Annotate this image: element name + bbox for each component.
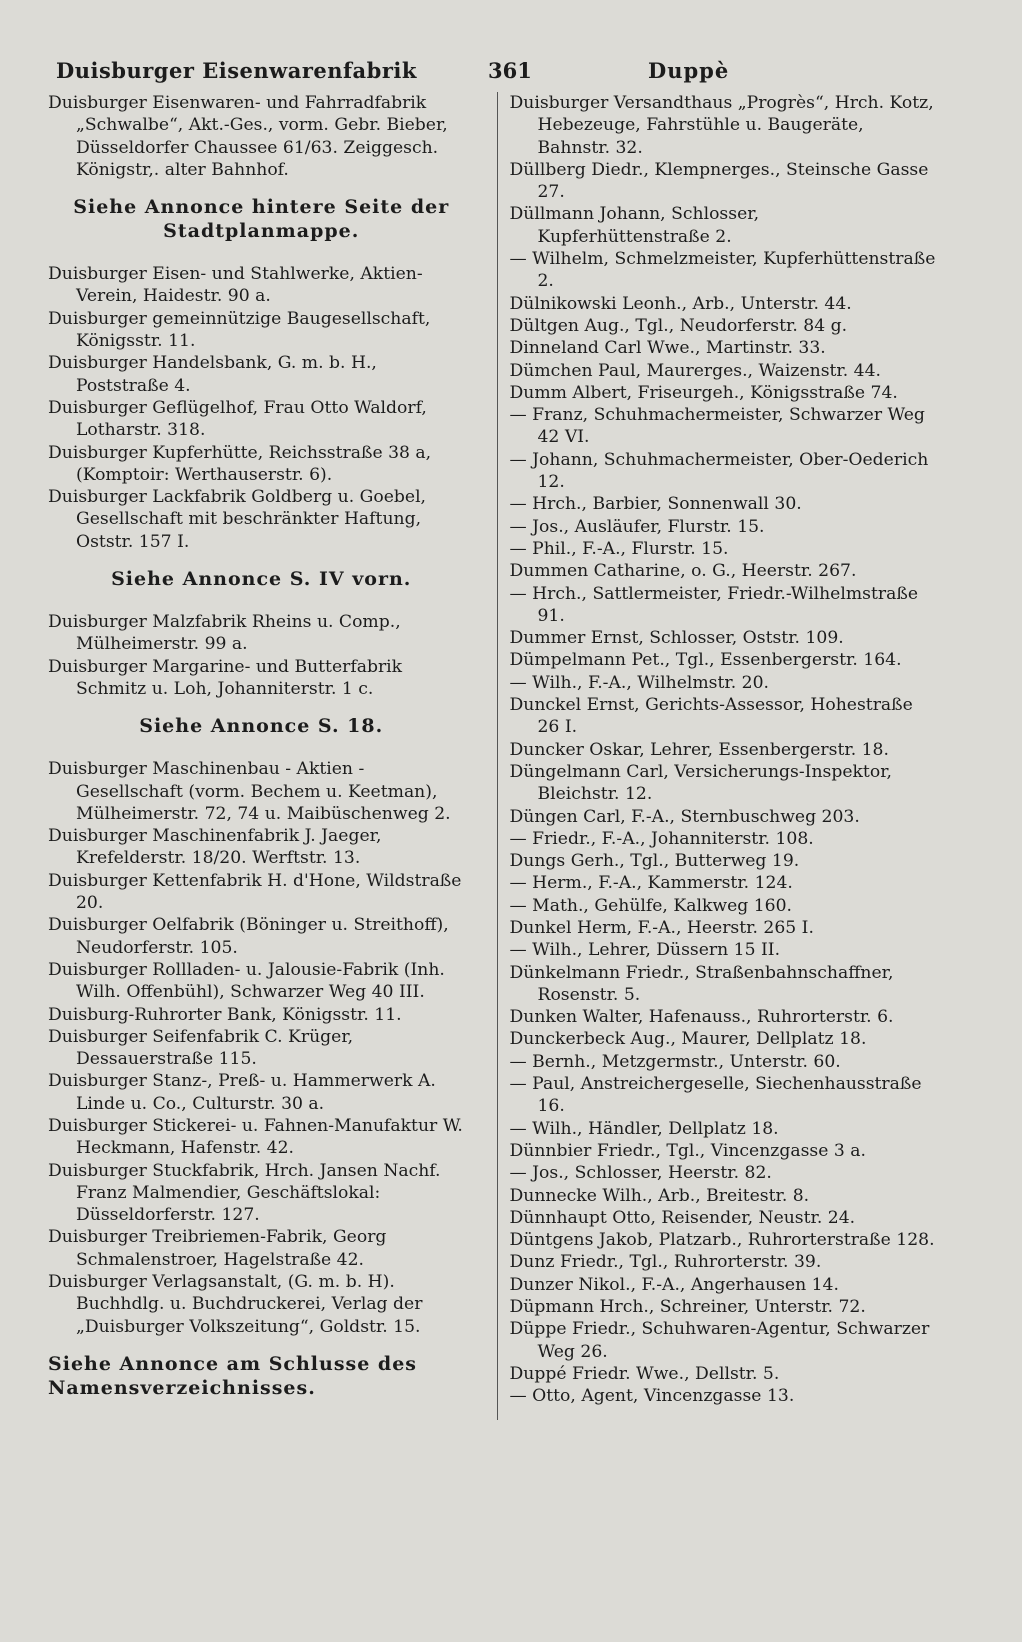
directory-entry: Duisburger Rollladen- u. Jalousie-Fabrik (Inh. Wilh. Offenbühl), Schwarzer Weg 40 III. [48,959,445,1003]
directory-entry: Düngelmann Carl, Versicherungs-Inspektor, Bleichstr. 12. [509,761,892,805]
directory-entry: Dültgen Aug., Tgl., Neudorferstr. 84 g. [509,315,848,336]
directory-entry: — Paul, Anstreichergeselle, Siechenhausstraße 16. [509,1074,922,1117]
annonce-note: Siehe Annonce am Schlusse des Namensverzeichnisses. [48,1352,418,1399]
directory-entry: Dunckel Ernst, Gerichts-Assessor, Hohestraße 26 I. [509,695,913,738]
right-column [497,92,937,1420]
directory-entry: Dunkel Herm, F.-A., Heerstr. 265 I. [509,917,814,938]
directory-entry: — Jos., Schlosser, Heerstr. 82. [509,1163,772,1184]
directory-entry: Duisburger Stickerei- u. Fahnen-Manufaktur W. Heckmann, Hafenstr. 42. [48,1115,463,1159]
directory-entry: Duisburger Treibriemen-Fabrik, Georg Schmalenstroer, Hagelstraße 42. [48,1227,387,1270]
directory-entry: Duisburger Eisenwaren- und Fahrradfabrik „Schwalbe“, Akt.-Ges., vorm. Gebr. Bieber, Düsseldorfer Chaussee 61/63. Zeiggesch. Königstr,. alter Bahnhof. [48,93,448,180]
annonce-note: Siehe Annonce S. IV vorn. [111,568,412,591]
directory-entry: — Otto, Agent, Vincenzgasse 13. [509,1386,795,1407]
directory-entry: Duisburger Verlagsanstalt, (G. m. b. H). Buchhdlg. u. Buchdruckerei, Verlag der „Duisburger Volkszeitung“, Goldstr. 15. [48,1272,423,1337]
directory-entry: Dunnecke Wilh., Arb., Breitestr. 8. [509,1185,810,1206]
directory-entry: Duisburg-Ruhrorter Bank, Königsstr. 11. [48,1004,402,1025]
directory-entry: Dülnikowski Leonh., Arb., Unterstr. 44. [509,293,852,314]
directory-entry: Duisburger Geflügelhof, Frau Otto Waldorf, Lotharstr. 318. [48,397,427,441]
directory-entry: — Math., Gehülfe, Kalkweg 160. [509,895,792,916]
directory-entry: Duisburger Lackfabrik Goldberg u. Goebel, Gesellschaft mit beschränkter Haftung, Oststr. 157 I. [48,487,427,552]
directory-entry: Duisburger Handelsbank, G. m. b. H., Poststraße 4. [48,353,377,396]
directory-entry: Duisburger Kupferhütte, Reichsstraße 38 a, (Komptoir: Werthauserstr. 6). [48,442,432,485]
directory-entry: Duncker Oskar, Lehrer, Essenbergerstr. 18. [509,739,889,760]
directory-entry: Dinneland Carl Wwe., Martinstr. 33. [509,338,826,359]
directory-entry: Düntgens Jakob, Platzarb., Ruhrorterstraße 128. [509,1230,935,1251]
directory-entry: Dümchen Paul, Maurerges., Waizenstr. 44. [509,360,882,381]
directory-entry: Duisburger Margarine- und Butterfabrik Schmitz u. Loh, Johanniterstr. 1 c. [48,656,403,699]
directory-entry: — Wilh., Händler, Dellplatz 18. [509,1118,779,1139]
directory-entry: Dunken Walter, Hafenauss., Ruhrorterstr. 6. [509,1007,894,1028]
directory-entry: Duisburger Maschinenfabrik J. Jaeger, Krefelderstr. 18/20. Werftstr. 13. [48,826,382,869]
annonce-note: Siehe Annonce hintere Seite der Stadtplanmappe. [73,196,450,243]
directory-entry: — Hrch., Barbier, Sonnenwall 30. [509,494,802,515]
header-right-keyword: Duppè [648,58,730,83]
page-number: 361 [488,58,532,83]
directory-entry: Düllberg Diedr., Klempnerges., Steinsche Gasse 27. [509,159,929,203]
directory-entry: — Franz, Schuhmachermeister, Schwarzer Weg 42 VI. [509,405,925,448]
directory-entry: Dümpelmann Pet., Tgl., Essenbergerstr. 164. [509,650,902,671]
directory-entry: Düngen Carl, F.-A., Sternbuschweg 203. [509,806,860,827]
directory-entry: — Herm., F.-A., Kammerstr. 124. [509,873,793,894]
directory-entry: Dunzer Nikol., F.-A., Angerhausen 14. [509,1274,839,1295]
directory-entry: Duisburger Maschinenbau - Aktien - Gesellschaft (vorm. Bechem u. Keetman), Mülheimerstr. 72, 74 u. Maibüschenweg 2. [48,759,451,824]
directory-entry: Dummen Catharine, o. G., Heerstr. 267. [509,561,857,582]
annonce-note: Siehe Annonce S. 18. [139,715,384,738]
directory-entry: Dungs Gerh., Tgl., Butterweg 19. [509,851,800,872]
directory-entry: — Johann, Schuhmachermeister, Ober-Oederich 12. [509,449,929,493]
directory-entry: Dünnhaupt Otto, Reisender, Neustr. 24. [509,1207,856,1228]
directory-entry: Duisburger Seifenfabrik C. Krüger, Dessauerstraße 115. [48,1026,354,1070]
directory-entry: — Jos., Ausläufer, Flurstr. 15. [509,516,765,537]
directory-entry: Düpmann Hrch., Schreiner, Unterstr. 72. [509,1297,866,1318]
directory-entry: — Wilhelm, Schmelzmeister, Kupferhüttenstraße 2. [509,249,936,292]
directory-entry: — Wilh., F.-A., Wilhelmstr. 20. [509,672,769,693]
directory-entry: Dünnbier Friedr., Tgl., Vincenzgasse 3 a. [509,1140,866,1161]
directory-entry: Duisburger Eisen- und Stahlwerke, Aktien-Verein, Haidestr. 90 a. [48,264,423,307]
directory-entry: Duisburger Oelfabrik (Böninger u. Streithoff), Neudorferstr. 105. [48,915,449,958]
directory-entry: — Phil., F.-A., Flurstr. 15. [509,538,729,559]
page-header [48,52,936,92]
directory-entry: Düppe Friedr., Schuhwaren-Agentur, Schwarzer Weg 26. [509,1319,930,1362]
directory-entry: Duisburger Stuckfabrik, Hrch. Jansen Nachf. Franz Malmendier, Geschäftslokal: Düsseldorferstr. 127. [48,1160,441,1226]
directory-entry: — Bernh., Metzgermstr., Unterstr. 60. [509,1051,841,1072]
directory-entry: Düllmann Johann, Schlosser, Kupferhüttenstraße 2. [509,204,760,247]
directory-entry: Duisburger Kettenfabrik H. d'Hone, Wildstraße 20. [48,870,462,914]
columns [48,92,936,1420]
directory-entry: Duisburger gemeinnützige Baugesellschaft, Königsstr. 11. [48,308,431,352]
header-left-keyword: Duisburger Eisenwarenfabrik [56,58,417,83]
directory-entry: Duppé Friedr. Wwe., Dellstr. 5. [509,1363,780,1384]
left-column [48,92,475,1420]
directory-entry: Dummer Ernst, Schlosser, Oststr. 109. [509,628,844,649]
directory-entry: Dunckerbeck Aug., Maurer, Dellplatz 18. [509,1029,867,1050]
directory-entry: Dumm Albert, Friseurgeh., Königsstraße 74. [509,382,898,403]
directory-entry: Dunz Friedr., Tgl., Ruhrorterstr. 39. [509,1252,822,1273]
directory-entry: — Hrch., Sattlermeister, Friedr.-Wilhelmstraße 91. [509,583,918,626]
directory-entry: Dünkelmann Friedr., Straßenbahnschaffner, Rosenstr. 5. [509,962,894,1005]
directory-entry: — Wilh., Lehrer, Düssern 15 II. [509,940,781,961]
directory-entry: Duisburger Malzfabrik Rheins u. Comp., Mülheimerstr. 99 a. [48,612,401,655]
directory-entry: Duisburger Versandthaus „Progrès“, Hrch. Kotz, Hebezeuge, Fahrstühle u. Baugeräte, Bahnstr. 32. [509,93,934,158]
directory-entry: — Friedr., F.-A., Johanniterstr. 108. [509,828,814,849]
directory-entry: Duisburger Stanz-, Preß- u. Hammerwerk A. Linde u. Co., Culturstr. 30 a. [48,1071,436,1114]
